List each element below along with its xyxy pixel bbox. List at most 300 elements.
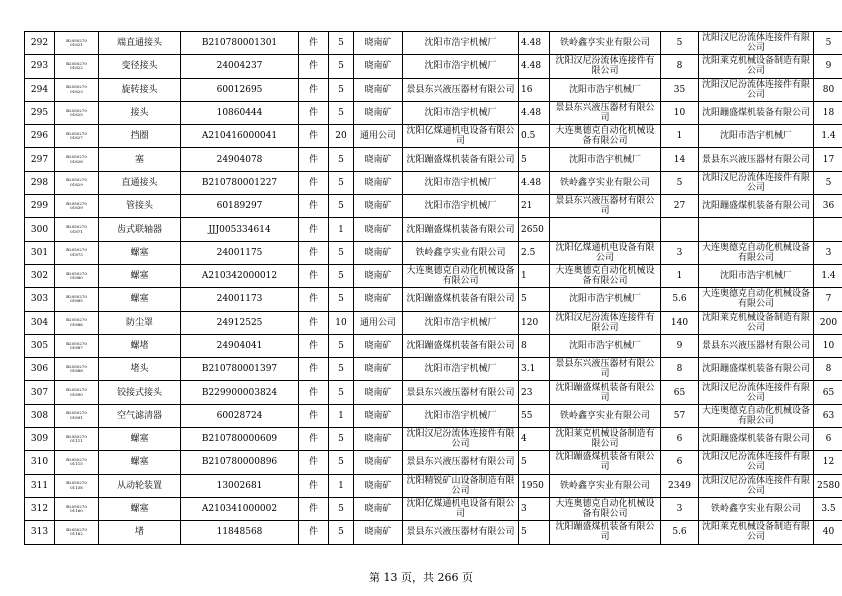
price-3: 17 bbox=[814, 148, 842, 171]
unit: 件 bbox=[299, 101, 329, 124]
quantity: 1 bbox=[329, 218, 354, 241]
table-row bbox=[25, 474, 842, 497]
part-number: A210341000002 bbox=[181, 497, 299, 520]
material-code: B2050270 01158 bbox=[55, 474, 99, 497]
row-number: 298 bbox=[25, 171, 55, 194]
part-number: 60012695 bbox=[181, 78, 299, 101]
unit: 件 bbox=[299, 521, 329, 544]
department: 晓南矿 bbox=[354, 451, 403, 474]
price-2: 5.6 bbox=[661, 521, 699, 544]
price-3: 3 bbox=[814, 241, 842, 264]
unit: 件 bbox=[299, 404, 329, 427]
material-code: B2050270 01839 bbox=[55, 195, 99, 218]
price-1: 2.5 bbox=[519, 241, 550, 264]
item-name: 螺塞 bbox=[99, 288, 181, 311]
item-name: 铰接式接头 bbox=[99, 381, 181, 404]
item-name: 螺塞 bbox=[99, 264, 181, 287]
procurement-table bbox=[24, 31, 842, 545]
price-3 bbox=[814, 218, 842, 241]
material-code: B2050270 01828 bbox=[55, 148, 99, 171]
department: 晓南矿 bbox=[354, 334, 403, 357]
item-name: 螺塞 bbox=[99, 451, 181, 474]
department: 通用公司 bbox=[354, 125, 403, 148]
supplier-1: 景县东兴液压器材有限公司 bbox=[403, 381, 519, 404]
price-2: 65 bbox=[661, 381, 699, 404]
price-1: 5 bbox=[519, 451, 550, 474]
price-2: 8 bbox=[661, 358, 699, 381]
unit: 件 bbox=[299, 264, 329, 287]
part-number: B210780000609 bbox=[181, 428, 299, 451]
row-number: 313 bbox=[25, 521, 55, 544]
supplier-2: 铁岭鑫亨实业有限公司 bbox=[550, 32, 661, 55]
price-3: 5 bbox=[814, 32, 842, 55]
quantity: 5 bbox=[329, 497, 354, 520]
part-number: 11848568 bbox=[181, 521, 299, 544]
price-2: 3 bbox=[661, 497, 699, 520]
row-number: 305 bbox=[25, 334, 55, 357]
quantity: 10 bbox=[329, 311, 354, 334]
unit: 件 bbox=[299, 241, 329, 264]
price-3: 2580 bbox=[814, 474, 842, 497]
item-name: 螺塞 bbox=[99, 241, 181, 264]
unit: 件 bbox=[299, 311, 329, 334]
table-row bbox=[25, 428, 842, 451]
row-number: 302 bbox=[25, 264, 55, 287]
price-3: 1.4 bbox=[814, 125, 842, 148]
quantity: 5 bbox=[329, 381, 354, 404]
material-code: B2050270 01873 bbox=[55, 241, 99, 264]
table-row bbox=[25, 171, 842, 194]
department: 晓南矿 bbox=[354, 241, 403, 264]
item-name: 堵 bbox=[99, 521, 181, 544]
material-code: B2050270 01111 bbox=[55, 428, 99, 451]
price-1: 4.48 bbox=[519, 101, 550, 124]
supplier-2: 景县东兴液压器材有限公司 bbox=[550, 195, 661, 218]
supplier-2: 沈阳莱克机械设备制造有限公司 bbox=[550, 428, 661, 451]
table-row bbox=[25, 358, 842, 381]
supplier-1: 沈阳市浩宇机械厂 bbox=[403, 195, 519, 218]
item-name: 塞 bbox=[99, 148, 181, 171]
part-number: A210416000041 bbox=[181, 125, 299, 148]
supplier-2: 沈阳蹦盛煤机装备有限公司 bbox=[550, 451, 661, 474]
material-code: B2050270 01822 bbox=[55, 55, 99, 78]
quantity: 5 bbox=[329, 334, 354, 357]
supplier-3: 铁岭鑫亨实业有限公司 bbox=[699, 497, 814, 520]
part-number: 24001173 bbox=[181, 288, 299, 311]
material-code: B2050270 01891 bbox=[55, 404, 99, 427]
price-1: 5 bbox=[519, 288, 550, 311]
table-row bbox=[25, 521, 842, 544]
price-1: 5 bbox=[519, 521, 550, 544]
material-code: B2050270 01888 bbox=[55, 358, 99, 381]
price-3: 6 bbox=[814, 428, 842, 451]
price-3: 12 bbox=[814, 451, 842, 474]
unit: 件 bbox=[299, 358, 329, 381]
price-1: 120 bbox=[519, 311, 550, 334]
item-name: 直通接头 bbox=[99, 171, 181, 194]
supplier-1: 沈阳蹦盛煤机装备有限公司 bbox=[403, 148, 519, 171]
price-2: 5.6 bbox=[661, 288, 699, 311]
unit: 件 bbox=[299, 78, 329, 101]
item-name: 挡圈 bbox=[99, 125, 181, 148]
material-code: B2050270 01827 bbox=[55, 125, 99, 148]
supplier-1: 沈阳蹦盛煤机装备有限公司 bbox=[403, 218, 519, 241]
supplier-3: 大连奥德克自动化机械设备有限公司 bbox=[699, 288, 814, 311]
quantity: 1 bbox=[329, 474, 354, 497]
material-code: B2050270 01880 bbox=[55, 264, 99, 287]
item-name: 从动轮装置 bbox=[99, 474, 181, 497]
unit: 件 bbox=[299, 334, 329, 357]
department: 晓南矿 bbox=[354, 497, 403, 520]
supplier-2: 大连奥德克自动化机械设备有限公司 bbox=[550, 125, 661, 148]
supplier-2: 景县东兴液压器材有限公司 bbox=[550, 101, 661, 124]
quantity: 5 bbox=[329, 264, 354, 287]
price-1: 2650 bbox=[519, 218, 550, 241]
page-footer: 第 13 页，共 266 页 bbox=[369, 571, 473, 584]
material-code: B2050270 01871 bbox=[55, 218, 99, 241]
supplier-1: 大连奥德克自动化机械设备有限公司 bbox=[403, 264, 519, 287]
row-number: 292 bbox=[25, 32, 55, 55]
item-name: 变径接头 bbox=[99, 55, 181, 78]
supplier-2: 沈阳市浩宇机械厂 bbox=[550, 78, 661, 101]
price-1: 8 bbox=[519, 334, 550, 357]
department: 晓南矿 bbox=[354, 474, 403, 497]
material-code: B2050270 01115 bbox=[55, 451, 99, 474]
supplier-3: 沈阳汉尼汾流体连接件有限公司 bbox=[699, 474, 814, 497]
quantity: 5 bbox=[329, 171, 354, 194]
table-row bbox=[25, 218, 842, 241]
supplier-1: 沈阳精锐矿山设备制造有限公司 bbox=[403, 474, 519, 497]
price-2: 5 bbox=[661, 32, 699, 55]
price-2: 140 bbox=[661, 311, 699, 334]
price-2: 10 bbox=[661, 101, 699, 124]
part-number: 60028724 bbox=[181, 404, 299, 427]
unit: 件 bbox=[299, 195, 329, 218]
row-number: 293 bbox=[25, 55, 55, 78]
row-number: 301 bbox=[25, 241, 55, 264]
department: 通用公司 bbox=[354, 311, 403, 334]
price-3: 3.5 bbox=[814, 497, 842, 520]
supplier-3: 沈阳莱克机械设备制造有限公司 bbox=[699, 311, 814, 334]
department: 晓南矿 bbox=[354, 195, 403, 218]
supplier-3: 沈阳市浩宇机械厂 bbox=[699, 264, 814, 287]
price-3: 36 bbox=[814, 195, 842, 218]
supplier-3: 沈阳汉尼汾流体连接件有限公司 bbox=[699, 451, 814, 474]
price-2: 35 bbox=[661, 78, 699, 101]
unit: 件 bbox=[299, 497, 329, 520]
price-1: 4 bbox=[519, 428, 550, 451]
supplier-1: 沈阳市浩宇机械厂 bbox=[403, 32, 519, 55]
price-3: 10 bbox=[814, 334, 842, 357]
supplier-3: 沈阳汉尼汾流体连接件有限公司 bbox=[699, 381, 814, 404]
unit: 件 bbox=[299, 381, 329, 404]
material-code: B2050270 01160 bbox=[55, 497, 99, 520]
supplier-1: 沈阳市浩宇机械厂 bbox=[403, 311, 519, 334]
row-number: 308 bbox=[25, 404, 55, 427]
supplier-2: 铁岭鑫亨实业有限公司 bbox=[550, 404, 661, 427]
price-2: 2349 bbox=[661, 474, 699, 497]
price-3: 40 bbox=[814, 521, 842, 544]
quantity: 5 bbox=[329, 55, 354, 78]
department: 晓南矿 bbox=[354, 428, 403, 451]
part-number: 24004237 bbox=[181, 55, 299, 78]
row-number: 297 bbox=[25, 148, 55, 171]
table-row bbox=[25, 451, 842, 474]
price-3: 65 bbox=[814, 381, 842, 404]
supplier-3: 沈阳蹦盛煤机装备有限公司 bbox=[699, 101, 814, 124]
supplier-3: 沈阳莱克机械设备制造有限公司 bbox=[699, 55, 814, 78]
row-number: 311 bbox=[25, 474, 55, 497]
price-1: 3 bbox=[519, 497, 550, 520]
price-2: 57 bbox=[661, 404, 699, 427]
row-number: 296 bbox=[25, 125, 55, 148]
price-1: 23 bbox=[519, 381, 550, 404]
table-body bbox=[25, 32, 842, 545]
supplier-2 bbox=[550, 218, 661, 241]
table-row bbox=[25, 148, 842, 171]
price-1: 21 bbox=[519, 195, 550, 218]
row-number: 300 bbox=[25, 218, 55, 241]
price-1: 4.48 bbox=[519, 171, 550, 194]
price-1: 0.5 bbox=[519, 125, 550, 148]
part-number: B210780000896 bbox=[181, 451, 299, 474]
material-code: B2050270 01823 bbox=[55, 78, 99, 101]
unit: 件 bbox=[299, 451, 329, 474]
supplier-2: 大连奥德克自动化机械设备有限公司 bbox=[550, 264, 661, 287]
supplier-3: 景县东兴液压器材有限公司 bbox=[699, 148, 814, 171]
row-number: 294 bbox=[25, 78, 55, 101]
price-1: 1 bbox=[519, 264, 550, 287]
part-number: A210342000012 bbox=[181, 264, 299, 287]
item-name: 旋转接头 bbox=[99, 78, 181, 101]
row-number: 295 bbox=[25, 101, 55, 124]
table-row bbox=[25, 101, 842, 124]
supplier-1: 沈阳市浩宇机械厂 bbox=[403, 171, 519, 194]
supplier-3: 沈阳汉尼汾流体连接件有限公司 bbox=[699, 78, 814, 101]
table-row bbox=[25, 497, 842, 520]
price-3: 8 bbox=[814, 358, 842, 381]
quantity: 5 bbox=[329, 358, 354, 381]
supplier-3 bbox=[699, 218, 814, 241]
part-number: 24904078 bbox=[181, 148, 299, 171]
part-number: B229900003824 bbox=[181, 381, 299, 404]
part-number: B210780001227 bbox=[181, 171, 299, 194]
item-name: 防尘罩 bbox=[99, 311, 181, 334]
price-3: 200 bbox=[814, 311, 842, 334]
part-number: B210780001397 bbox=[181, 358, 299, 381]
department: 晓南矿 bbox=[354, 288, 403, 311]
price-2: 27 bbox=[661, 195, 699, 218]
department: 晓南矿 bbox=[354, 381, 403, 404]
material-code: B2050270 01162 bbox=[55, 521, 99, 544]
department: 晓南矿 bbox=[354, 404, 403, 427]
price-1: 55 bbox=[519, 404, 550, 427]
department: 晓南矿 bbox=[354, 78, 403, 101]
supplier-2: 沈阳市浩宇机械厂 bbox=[550, 334, 661, 357]
supplier-3: 沈阳莱克机械设备制造有限公司 bbox=[699, 521, 814, 544]
quantity: 5 bbox=[329, 78, 354, 101]
part-number: JJJ005334614 bbox=[181, 218, 299, 241]
row-number: 310 bbox=[25, 451, 55, 474]
item-name: 堵头 bbox=[99, 358, 181, 381]
supplier-2: 沈阳蹦盛煤机装备有限公司 bbox=[550, 521, 661, 544]
quantity: 5 bbox=[329, 241, 354, 264]
supplier-2: 沈阳蹦盛煤机装备有限公司 bbox=[550, 381, 661, 404]
unit: 件 bbox=[299, 55, 329, 78]
price-1: 1950 bbox=[519, 474, 550, 497]
unit: 件 bbox=[299, 474, 329, 497]
row-number: 312 bbox=[25, 497, 55, 520]
price-2: 8 bbox=[661, 55, 699, 78]
price-1: 5 bbox=[519, 148, 550, 171]
part-number: 24912525 bbox=[181, 311, 299, 334]
price-3: 9 bbox=[814, 55, 842, 78]
item-name: 空气滤清器 bbox=[99, 404, 181, 427]
part-number: 10860444 bbox=[181, 101, 299, 124]
unit: 件 bbox=[299, 32, 329, 55]
quantity: 5 bbox=[329, 101, 354, 124]
supplier-3: 大连奥德克自动化机械设备有限公司 bbox=[699, 404, 814, 427]
quantity: 5 bbox=[329, 428, 354, 451]
price-3: 1.4 bbox=[814, 264, 842, 287]
department: 晓南矿 bbox=[354, 521, 403, 544]
price-3: 7 bbox=[814, 288, 842, 311]
table-row bbox=[25, 404, 842, 427]
item-name: 螺堵 bbox=[99, 334, 181, 357]
department: 晓南矿 bbox=[354, 32, 403, 55]
part-number: 60189297 bbox=[181, 195, 299, 218]
table-row bbox=[25, 334, 842, 357]
table-row bbox=[25, 241, 842, 264]
row-number: 304 bbox=[25, 311, 55, 334]
unit: 件 bbox=[299, 148, 329, 171]
price-2 bbox=[661, 218, 699, 241]
item-name: 管接头 bbox=[99, 195, 181, 218]
supplier-3: 沈阳市浩宇机械厂 bbox=[699, 125, 814, 148]
price-1: 4.48 bbox=[519, 55, 550, 78]
department: 晓南矿 bbox=[354, 264, 403, 287]
supplier-3: 沈阳汉尼汾流体连接件有限公司 bbox=[699, 32, 814, 55]
table-row bbox=[25, 55, 842, 78]
row-number: 307 bbox=[25, 381, 55, 404]
quantity: 20 bbox=[329, 125, 354, 148]
item-name: 螺塞 bbox=[99, 428, 181, 451]
department: 晓南矿 bbox=[354, 218, 403, 241]
supplier-1: 沈阳汉尼汾流体连接件有限公司 bbox=[403, 428, 519, 451]
supplier-2: 沈阳亿煤通机电设备有限公司 bbox=[550, 241, 661, 264]
supplier-2: 沈阳汉尼汾流体连接件有限公司 bbox=[550, 55, 661, 78]
price-1: 16 bbox=[519, 78, 550, 101]
material-code: B2050270 01825 bbox=[55, 101, 99, 124]
supplier-3: 大连奥德克自动化机械设备有限公司 bbox=[699, 241, 814, 264]
supplier-1: 沈阳市浩宇机械厂 bbox=[403, 404, 519, 427]
supplier-3: 景县东兴液压器材有限公司 bbox=[699, 334, 814, 357]
price-2: 3 bbox=[661, 241, 699, 264]
price-2: 1 bbox=[661, 264, 699, 287]
material-code: B2050270 01886 bbox=[55, 311, 99, 334]
price-2: 6 bbox=[661, 428, 699, 451]
table-row bbox=[25, 195, 842, 218]
price-3: 80 bbox=[814, 78, 842, 101]
quantity: 5 bbox=[329, 32, 354, 55]
supplier-2: 沈阳汉尼汾流体连接件有限公司 bbox=[550, 311, 661, 334]
quantity: 5 bbox=[329, 451, 354, 474]
supplier-1: 沈阳市浩宇机械厂 bbox=[403, 55, 519, 78]
price-1: 4.48 bbox=[519, 32, 550, 55]
item-name: 齿式联轴器 bbox=[99, 218, 181, 241]
quantity: 5 bbox=[329, 148, 354, 171]
supplier-2: 沈阳市浩宇机械厂 bbox=[550, 288, 661, 311]
unit: 件 bbox=[299, 218, 329, 241]
supplier-3: 沈阳蹦盛煤机装备有限公司 bbox=[699, 428, 814, 451]
part-number: 24001175 bbox=[181, 241, 299, 264]
material-code: B2050270 01890 bbox=[55, 381, 99, 404]
department: 晓南矿 bbox=[354, 171, 403, 194]
supplier-2: 沈阳市浩宇机械厂 bbox=[550, 148, 661, 171]
supplier-3: 沈阳汉尼汾流体连接件有限公司 bbox=[699, 171, 814, 194]
table-row bbox=[25, 311, 842, 334]
department: 晓南矿 bbox=[354, 101, 403, 124]
supplier-2: 大连奥德克自动化机械设备有限公司 bbox=[550, 497, 661, 520]
price-2: 9 bbox=[661, 334, 699, 357]
table-row bbox=[25, 381, 842, 404]
supplier-1: 沈阳蹦盛煤机装备有限公司 bbox=[403, 334, 519, 357]
table-row bbox=[25, 264, 842, 287]
price-3: 63 bbox=[814, 404, 842, 427]
supplier-2: 景县东兴液压器材有限公司 bbox=[550, 358, 661, 381]
quantity: 5 bbox=[329, 521, 354, 544]
item-name: 端直通接头 bbox=[99, 32, 181, 55]
department: 晓南矿 bbox=[354, 148, 403, 171]
supplier-3: 沈阳蹦盛煤机装备有限公司 bbox=[699, 358, 814, 381]
row-number: 299 bbox=[25, 195, 55, 218]
supplier-1: 景县东兴液压器材有限公司 bbox=[403, 521, 519, 544]
supplier-1: 沈阳蹦盛煤机装备有限公司 bbox=[403, 288, 519, 311]
supplier-1: 沈阳市浩宇机械厂 bbox=[403, 101, 519, 124]
price-1: 3.1 bbox=[519, 358, 550, 381]
price-3: 5 bbox=[814, 171, 842, 194]
supplier-3: 沈阳蹦盛煤机装备有限公司 bbox=[699, 195, 814, 218]
part-number: B210780001301 bbox=[181, 32, 299, 55]
unit: 件 bbox=[299, 288, 329, 311]
supplier-1: 沈阳亿煤通机电设备有限公司 bbox=[403, 125, 519, 148]
supplier-2: 铁岭鑫亨实业有限公司 bbox=[550, 171, 661, 194]
quantity: 5 bbox=[329, 195, 354, 218]
table-row bbox=[25, 32, 842, 55]
material-code: B2050270 01887 bbox=[55, 334, 99, 357]
supplier-1: 景县东兴液压器材有限公司 bbox=[403, 78, 519, 101]
supplier-1: 铁岭鑫亨实业有限公司 bbox=[403, 241, 519, 264]
table-row bbox=[25, 78, 842, 101]
price-2: 5 bbox=[661, 171, 699, 194]
table-row bbox=[25, 288, 842, 311]
price-3: 18 bbox=[814, 101, 842, 124]
supplier-1: 景县东兴液压器材有限公司 bbox=[403, 451, 519, 474]
department: 晓南矿 bbox=[354, 55, 403, 78]
row-number: 306 bbox=[25, 358, 55, 381]
material-code: B2050270 01821 bbox=[55, 32, 99, 55]
material-code: B2050270 01829 bbox=[55, 171, 99, 194]
unit: 件 bbox=[299, 428, 329, 451]
supplier-2: 铁岭鑫亨实业有限公司 bbox=[550, 474, 661, 497]
quantity: 1 bbox=[329, 404, 354, 427]
supplier-1: 沈阳亿煤通机电设备有限公司 bbox=[403, 497, 519, 520]
item-name: 螺塞 bbox=[99, 497, 181, 520]
quantity: 5 bbox=[329, 288, 354, 311]
item-name: 接头 bbox=[99, 101, 181, 124]
department: 晓南矿 bbox=[354, 358, 403, 381]
part-number: 13002681 bbox=[181, 474, 299, 497]
